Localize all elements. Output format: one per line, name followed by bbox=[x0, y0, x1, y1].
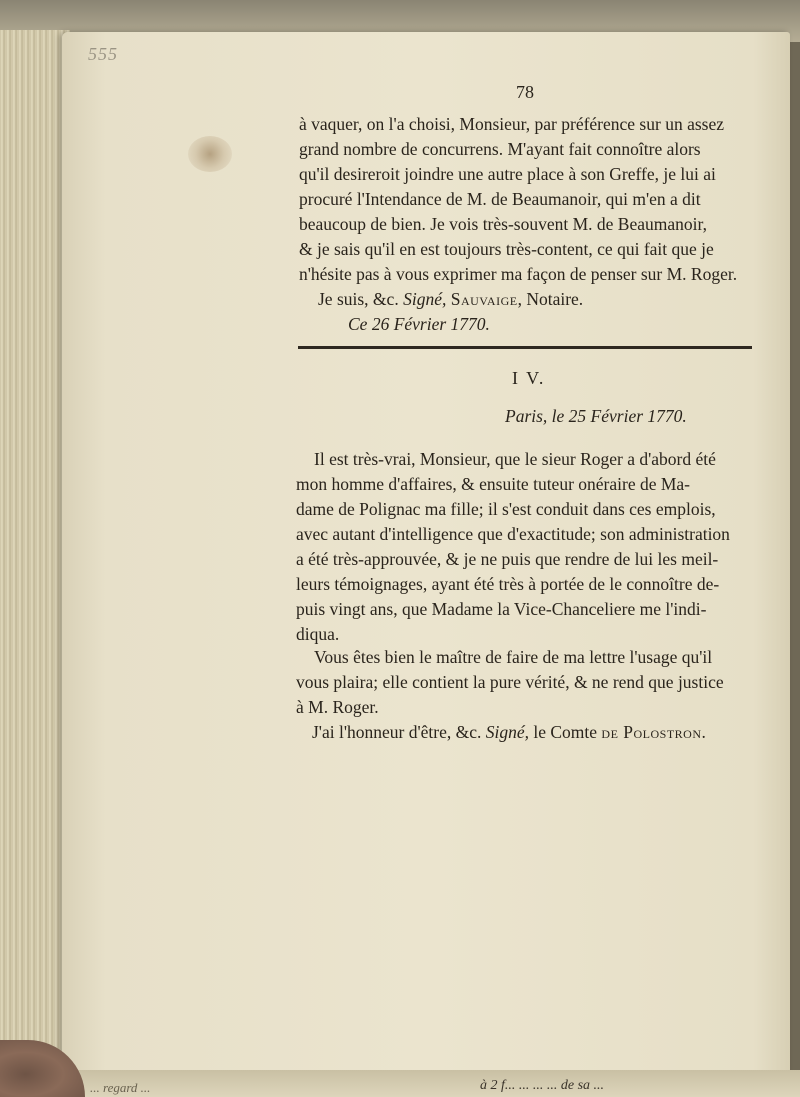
closing-main bbox=[312, 720, 706, 745]
text-line: dame de Polignac ma fille; il s'est conduit dans ces emplois, bbox=[296, 499, 716, 519]
signer-name: Sauvaige bbox=[450, 289, 518, 309]
text-line: procuré l'Intendance de M. de Beaumanoir, qui m'en a dit bbox=[299, 189, 701, 209]
text-line: Vous êtes bien le maître de faire de ma lettre l'usage qu'il bbox=[314, 647, 713, 667]
text-line: Il est très-vrai, Monsieur, que le sieur Roger a d'abord été bbox=[314, 449, 716, 469]
date-top: Ce 26 Février 1770. bbox=[348, 314, 490, 334]
text-line: n'hésite pas à vous exprimer ma façon de penser sur M. Roger. bbox=[299, 264, 738, 284]
text-line: a été très-approuvée, & je ne puis que rendre de lui les meil- bbox=[296, 549, 719, 569]
signer-name: de Polostron. bbox=[601, 722, 707, 742]
text-line: & je sais qu'il en est toujours très-content, ce qui fait que je bbox=[299, 239, 714, 259]
text-line: qu'il desireroit joindre une autre place à son Greffe, je lui ai bbox=[299, 164, 716, 184]
closing-prefix: J'ai l'honneur d'être, &c. bbox=[312, 722, 482, 742]
dateline: Paris, le 25 Février 1770. bbox=[505, 406, 687, 426]
text-line: grand nombre de concurrens. M'ayant fait connoître alors bbox=[299, 139, 701, 159]
signer-title: le Comte bbox=[533, 722, 598, 742]
text-line: à M. Roger. bbox=[296, 697, 379, 717]
closing-prefix: Je suis, &c. bbox=[318, 289, 399, 309]
text-line: à vaquer, on l'a choisi, Monsieur, par préférence sur un assez bbox=[299, 114, 724, 134]
text-line: leurs témoignages, ayant été très à portée de le connoître de- bbox=[296, 574, 720, 594]
text-line: puis vingt ans, que Madame la Vice-Chanceliere me l'indi- bbox=[296, 599, 707, 619]
pencil-mark: 555 bbox=[88, 44, 118, 64]
signe: Signé, bbox=[485, 722, 529, 742]
text-line: diqua. bbox=[296, 624, 340, 644]
signe: Signé, bbox=[403, 289, 447, 309]
closing-top bbox=[318, 287, 583, 312]
section-number: I V. bbox=[512, 368, 546, 388]
page-number: 78 bbox=[516, 82, 534, 102]
page-stack-edges bbox=[0, 30, 70, 1097]
text-line: avec autant d'intelligence que d'exactitude; son administration bbox=[296, 524, 730, 544]
text-line: beaucoup de bien. Je vois très-souvent M. de Beaumanoir, bbox=[299, 214, 708, 234]
text-line: mon homme d'affaires, & ensuite tuteur onéraire de Ma- bbox=[296, 474, 691, 494]
paper-stain bbox=[188, 136, 232, 172]
bottom-handwriting: à 2 f... ... ... ... de sa ... bbox=[480, 1078, 605, 1093]
bottom-handwriting-left: ... regard ... bbox=[90, 1080, 151, 1095]
section-divider bbox=[298, 346, 752, 349]
signer-title: , Notaire. bbox=[517, 289, 584, 309]
text-line: vous plaira; elle contient la pure vérité, & ne rend que justice bbox=[296, 672, 724, 692]
